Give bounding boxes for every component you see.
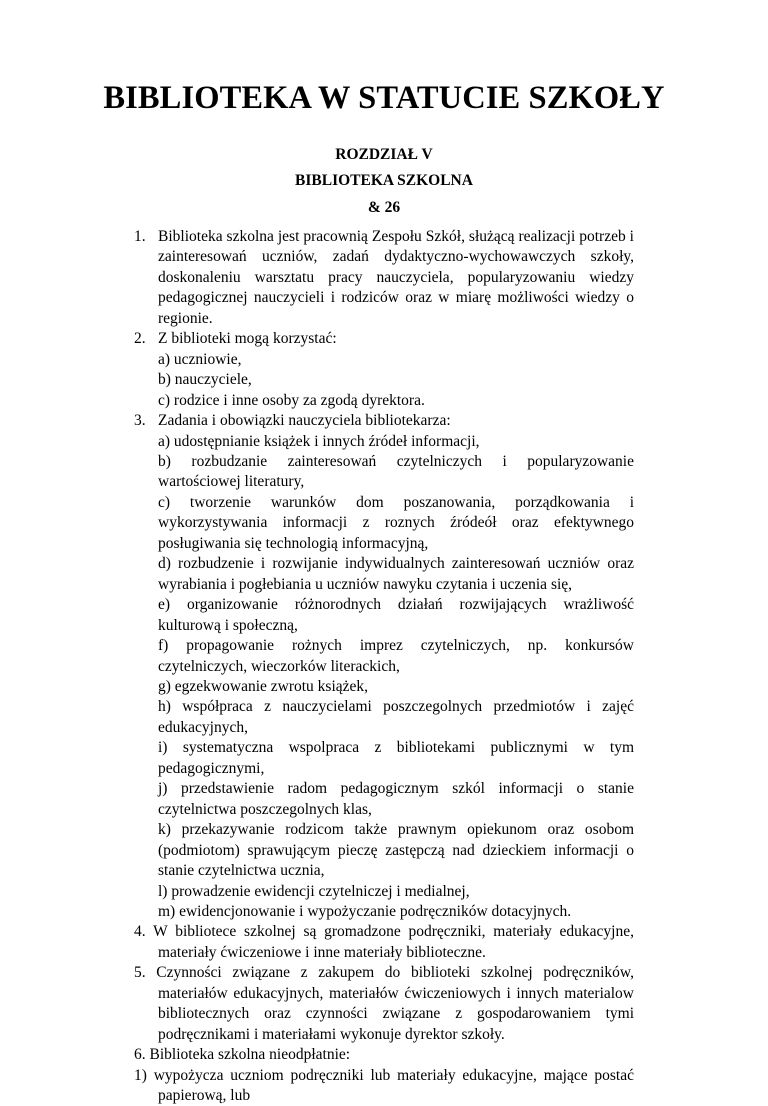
sub-item: i) systematyczna wspolpraca z bibliotekami publicznymi w tym pedagogicznymi, <box>158 739 634 777</box>
list-item-4: 4. W bibliotece szkolnej są gromadzone podręczniki, materiały edukacyjne, materiały ćwiczeniowe i inne materiały biblioteczne. <box>134 923 634 961</box>
list-number: 1. <box>134 228 146 245</box>
list-item-text: Biblioteka szkolna jest pracownią Zespołu Szkół, służącą realizacji potrzeb i zainteresowań uczniów, zadań dydaktyczno-wychowawczych szkoły, doskonaleniu warsztatu pracy nauczyciela, popularyzowaniu wiedzy <box>158 228 634 286</box>
list-number: 3. <box>134 412 146 430</box>
sub-item: e) organizowanie różnorodnych działań rozwijających wrażliwość kulturową i społeczną, <box>158 596 634 634</box>
list-item-1 <box>134 227 634 329</box>
sub-item: a) udostępnianie książek i innych źródeł informacji, <box>158 432 480 450</box>
sub-item: b) rozbudzanie zainteresowań czytelniczych i popularyzowanie wartościowej literatury, <box>158 452 634 491</box>
sub-item: c) rodzice i inne osoby za zgodą dyrektora. <box>158 391 425 409</box>
list-item-2 <box>134 329 634 411</box>
list-item-6-1: 1) wypożycza uczniom podręczniki lub materiały edukacyjne, mające postać papierową, lub <box>134 1066 634 1105</box>
list-number: 2. <box>134 330 146 348</box>
list-item-text: Z biblioteki mogą korzystać: <box>158 330 337 348</box>
sub-item: l) prowadzenie ewidencji czytelniczej i medialnej, <box>158 882 470 900</box>
sub-item: b) nauczyciele, <box>158 371 252 389</box>
list-item-5: 5. Czynności związane z zakupem do biblioteki szkolnej podręczników, materiałów edukacyjnych, materiałów ćwiczeniowych i innych materialow bibliotecznych oraz czynności związane z gospodarowaniem tymi podręcznikami i materiałami wykonuje dyrektor szkoły. <box>134 964 634 1043</box>
document-title: BIBLIOTEKA W STATUCIE SZKOŁY <box>103 80 665 116</box>
sub-item: g) egzekwowanie zwrotu książek, <box>158 677 369 695</box>
list-item-text: pedagogicznej nauczycieli i rodziców oraz w miarę możliwości wiedzy o regionie. <box>158 289 634 327</box>
sub-item: h) współpraca z nauczycielami poszczegolnych przedmiotów i zajęć edukacyjnych, <box>158 698 634 736</box>
sub-item: a) uczniowie, <box>158 350 242 368</box>
list-item-text: Zadania i obowiązki nauczyciela bibliotekarza: <box>158 412 451 430</box>
sub-item: m) ewidencjonowanie i wypożyczanie podręczników dotacyjnych. <box>158 902 572 920</box>
section-heading: BIBLIOTEKA SZKOLNA <box>295 172 473 189</box>
document-body <box>134 227 634 1106</box>
sub-item: f) propagowanie rożnych imprez czytelniczych, np. konkursów czytelniczych, wieczorków literackich, <box>158 637 634 675</box>
list-item-3 <box>134 411 634 922</box>
sub-item: c) tworzenie warunków dom poszanowania, porządkowania i wykorzystywania informacji z roznych źródeół oraz efektywnego posługiwania się technologią informacyjną, <box>158 493 634 552</box>
list-item-6: 6. Biblioteka szkolna nieodpłatnie: <box>134 1046 351 1064</box>
sub-item: d) rozbudzenie i rozwijanie indywidualnych zainteresowań uczniów oraz wyrabiania i pogłebiania u uczniów nawyku czytania i uczenia się, <box>158 555 634 593</box>
sub-item: j) przedstawienie radom pedagogicznym szkól informacji o stanie czytelnictwa poszczegolnych klas, <box>158 780 634 818</box>
paragraph-marker: & 26 <box>367 199 401 216</box>
sub-item: k) przekazywanie rodzicom także prawnym opiekunom oraz osobom (podmiotom) sprawującym pieczę zastępczą nad dzieckiem informacji o stanie czytelnictwa ucznia, <box>158 821 634 880</box>
chapter-heading: ROZDZIAŁ V <box>335 146 433 163</box>
